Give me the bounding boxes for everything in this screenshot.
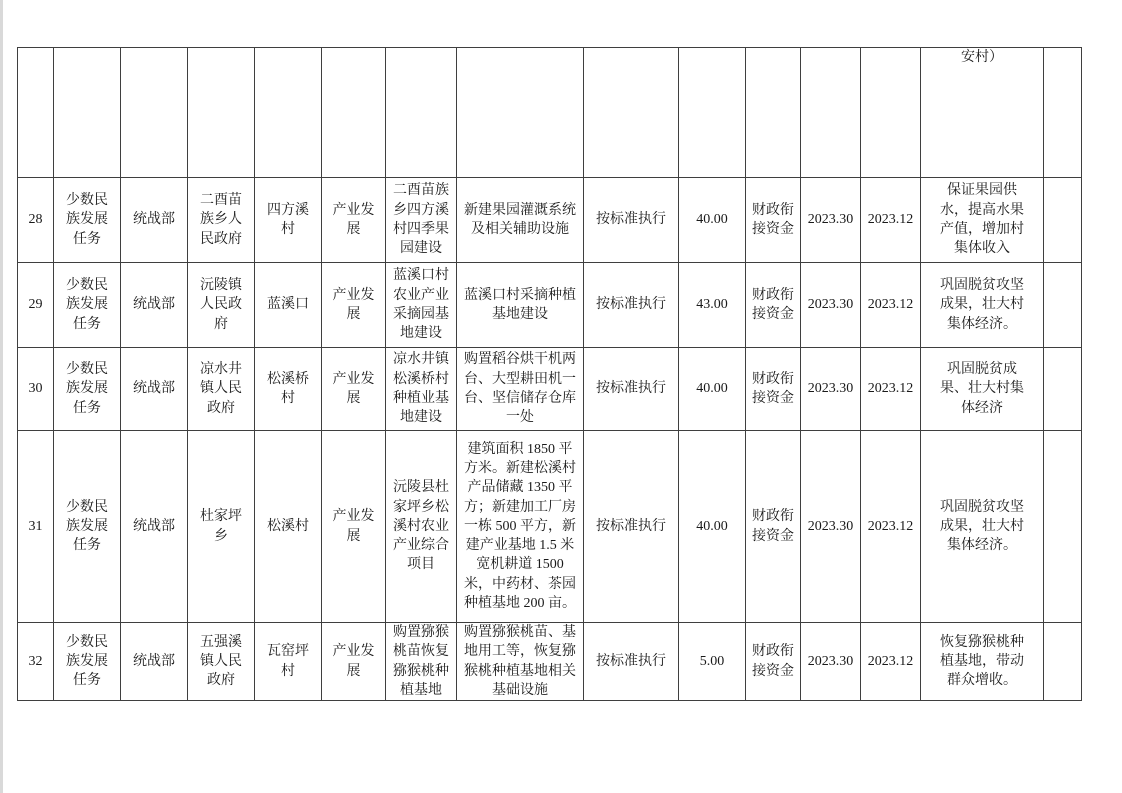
cell-dept: 统战部 — [121, 431, 188, 623]
cell-content: 购置猕猴桃苗、基地用工等，恢复猕猴桃种植基地相关基础设施 — [457, 623, 584, 701]
cell-amount: 43.00 — [679, 263, 746, 348]
cell-standard: 按标准执行 — [584, 263, 679, 348]
cell-note — [1044, 623, 1082, 701]
cell-no: 28 — [18, 178, 54, 263]
cell-project: 凉水井镇松溪桥村种植业基地建设 — [386, 348, 457, 431]
cell-note — [1044, 431, 1082, 623]
cell-fund: 财政衔接资金 — [746, 348, 801, 431]
cell-task-type: 少数民族发展任务 — [54, 348, 121, 431]
cell-content: 建筑面积 1850 平方米。新建松溪村产品储藏 1350 平方；新建加工厂房一栋 500 平方，新建产业基地 1.5 米宽机耕道 1500 米，中药材、茶园种植基地 200 亩。 — [457, 431, 584, 623]
cell-project: 沅陵县杜家坪乡松溪村农业产业综合项目 — [386, 431, 457, 623]
cell-fund: 财政衔接资金 — [746, 623, 801, 701]
cell-project: 二酉苗族乡四方溪村四季果园建设 — [386, 178, 457, 263]
cell-start: 2023.30 — [801, 178, 861, 263]
table-row — [18, 348, 1082, 431]
cell-unit: 沅陵镇人民政府 — [188, 263, 255, 348]
cell-benefit: 巩固脱贫攻坚成果，壮大村集体经济。 — [921, 431, 1044, 623]
project-table-page — [17, 47, 1082, 701]
cell-unit: 杜家坪乡 — [188, 431, 255, 623]
cell-no: 30 — [18, 348, 54, 431]
cell-task-type — [54, 48, 121, 178]
table-row — [18, 431, 1082, 623]
cell-category — [322, 48, 386, 178]
cell-end: 2023.12 — [861, 623, 921, 701]
cell-project — [386, 48, 457, 178]
cell-standard: 按标准执行 — [584, 623, 679, 701]
cell-no: 32 — [18, 623, 54, 701]
cell-benefit: 恢复猕猴桃种植基地，带动群众增收。 — [921, 623, 1044, 701]
cell-no: 31 — [18, 431, 54, 623]
cell-amount: 40.00 — [679, 348, 746, 431]
cell-start: 2023.30 — [801, 348, 861, 431]
table-row-continuation — [18, 48, 1082, 178]
cell-village: 松溪桥村 — [255, 348, 322, 431]
cell-category: 产业发展 — [322, 178, 386, 263]
cell-category: 产业发展 — [322, 623, 386, 701]
cell-fund: 财政衔接资金 — [746, 263, 801, 348]
cell-content: 蓝溪口村采摘种植基地建设 — [457, 263, 584, 348]
cell-start: 2023.30 — [801, 263, 861, 348]
cell-end: 2023.12 — [861, 348, 921, 431]
cell-no: 29 — [18, 263, 54, 348]
cell-village: 松溪村 — [255, 431, 322, 623]
cell-note — [1044, 48, 1082, 178]
cell-standard: 按标准执行 — [584, 348, 679, 431]
cell-no — [18, 48, 54, 178]
cell-content: 新建果园灌溉系统及相关辅助设施 — [457, 178, 584, 263]
cell-dept — [121, 48, 188, 178]
cell-village: 四方溪村 — [255, 178, 322, 263]
cell-category: 产业发展 — [322, 263, 386, 348]
cell-end — [861, 48, 921, 178]
cell-standard: 按标准执行 — [584, 431, 679, 623]
cell-amount: 40.00 — [679, 178, 746, 263]
cell-task-type: 少数民族发展任务 — [54, 431, 121, 623]
cell-note — [1044, 178, 1082, 263]
cell-amount: 5.00 — [679, 623, 746, 701]
cell-task-type: 少数民族发展任务 — [54, 623, 121, 701]
cell-benefit: 保证果园供水，提高水果产值，增加村集体收入 — [921, 178, 1044, 263]
cell-task-type: 少数民族发展任务 — [54, 263, 121, 348]
cell-standard: 按标准执行 — [584, 178, 679, 263]
cell-project: 蓝溪口村农业产业采摘园基地建设 — [386, 263, 457, 348]
cell-benefit-continued: 安村） — [921, 48, 1044, 178]
cell-category: 产业发展 — [322, 431, 386, 623]
cell-unit: 凉水井镇人民政府 — [188, 348, 255, 431]
cell-fund: 财政衔接资金 — [746, 431, 801, 623]
cell-dept: 统战部 — [121, 348, 188, 431]
cell-note — [1044, 348, 1082, 431]
cell-amount — [679, 48, 746, 178]
cell-standard — [584, 48, 679, 178]
cell-unit: 二酉苗族乡人民政府 — [188, 178, 255, 263]
cell-note — [1044, 263, 1082, 348]
cell-fund — [746, 48, 801, 178]
cell-content: 购置稻谷烘干机两台、大型耕田机一台、坚信储存仓库一处 — [457, 348, 584, 431]
page-edge — [0, 0, 3, 793]
cell-end: 2023.12 — [861, 178, 921, 263]
cell-benefit: 巩固脱贫成果、壮大村集体经济 — [921, 348, 1044, 431]
cell-benefit: 巩固脱贫攻坚成果，壮大村集体经济。 — [921, 263, 1044, 348]
table-row — [18, 623, 1082, 701]
cell-start: 2023.30 — [801, 623, 861, 701]
cell-content — [457, 48, 584, 178]
table-row — [18, 178, 1082, 263]
cell-village: 瓦窑坪村 — [255, 623, 322, 701]
cell-task-type: 少数民族发展任务 — [54, 178, 121, 263]
cell-village — [255, 48, 322, 178]
table-row — [18, 263, 1082, 348]
cell-project: 购置猕猴桃苗恢复猕猴桃种植基地 — [386, 623, 457, 701]
cell-dept: 统战部 — [121, 263, 188, 348]
cell-start — [801, 48, 861, 178]
cell-dept: 统战部 — [121, 623, 188, 701]
project-table — [17, 47, 1082, 701]
cell-unit: 五强溪镇人民政府 — [188, 623, 255, 701]
cell-category: 产业发展 — [322, 348, 386, 431]
cell-village: 蓝溪口 — [255, 263, 322, 348]
cell-end: 2023.12 — [861, 263, 921, 348]
cell-fund: 财政衔接资金 — [746, 178, 801, 263]
cell-amount: 40.00 — [679, 431, 746, 623]
cell-start: 2023.30 — [801, 431, 861, 623]
cell-unit — [188, 48, 255, 178]
cell-end: 2023.12 — [861, 431, 921, 623]
cell-dept: 统战部 — [121, 178, 188, 263]
